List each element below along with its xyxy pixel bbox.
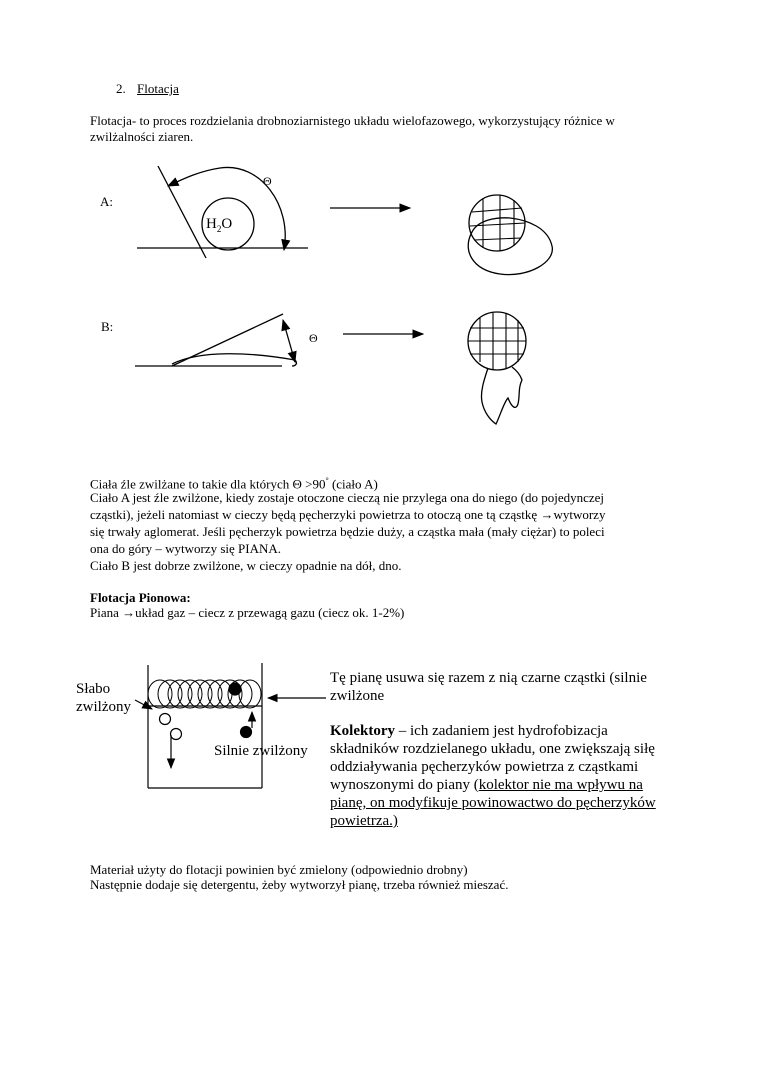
h2o-sub: 2 (216, 224, 222, 234)
footer-line-2: Następnie dodaje się detergentu, żeby wytworzył pianę, trzeba również mieszać. (90, 877, 509, 892)
para1-line-2: Ciało A jest źle zwilżone, kiedy zostaje otoczone cieczą nie przylega ona do niego (do pojedynczej (90, 490, 605, 505)
para1-line-3 (90, 506, 605, 524)
right-line6-underlined: kolektor nie ma wpływu na (478, 777, 643, 793)
right-line-7: pianę, on modyfikuje powinowactwo do pęcherzyków (330, 795, 656, 811)
footer-line-1: Materiał użyty do flotacji powinien być zmielony (odpowiednio drobny) (90, 862, 468, 877)
right-line-5: oddziaływania pęcherzyków powietrza z cząstkami (330, 759, 639, 775)
right-line-6 (330, 775, 643, 795)
liquid-film-b (172, 354, 296, 366)
h2o-h: H (206, 216, 217, 232)
piana-definition: układ gaz – ciecz z przewagą gazu (ciecz ok. 1-2%) (135, 605, 405, 620)
black-particle-rising (241, 727, 252, 738)
label-weak-1: Słabo (76, 681, 111, 697)
label-a: A: (100, 194, 113, 209)
label-weak-2: zwilżony (76, 699, 131, 715)
h2o-o: O (221, 216, 233, 232)
particle-b-grid (468, 313, 526, 369)
right-line-4: składników rozdzielanego układu, one zwiększają siłę (330, 741, 655, 757)
diagram-b (135, 312, 526, 424)
theta-symbol-b: Θ (309, 331, 318, 345)
para1-text: Ciała źle zwilżane to takie dla których (90, 476, 290, 492)
h2o-label (206, 215, 232, 238)
kolektory-def: – ich zadaniem jest hydrofobizacja (395, 723, 608, 739)
diagram-a (137, 166, 552, 275)
right-line-3 (330, 721, 608, 741)
piana-word: Piana (90, 605, 119, 620)
degree-symbol: ° (325, 476, 329, 485)
right-line-1: Tę pianę usuwa się razem z nią czarne cząstki (silnie (330, 670, 647, 686)
theta-inline: Θ (292, 476, 302, 492)
angle-value: >90 (305, 476, 326, 492)
vertical-line (90, 604, 404, 622)
kolektory-term: Kolektory (330, 723, 395, 739)
arrow-inline: → (540, 507, 554, 522)
label-strong: Silnie zwilżony (214, 743, 308, 759)
contact-angle-arrow-b (283, 320, 295, 362)
right-line-8: powietrza.) (330, 813, 398, 829)
section-number: 2. (116, 81, 126, 96)
flotation-vessel (135, 663, 326, 788)
para1-line-6: Ciało B jest dobrze zwilżone, w cieczy opadnie na dół, dno. (90, 558, 402, 573)
para1-line3-text: cząstki), jeżeli natomiast w cieczy będą pęcherzyki powietrza to otoczą one tą cząstkę (90, 507, 538, 522)
theta-symbol-a: Θ (263, 174, 272, 188)
right-line-2: zwilżone (330, 688, 385, 704)
para1-end: (ciało A) (331, 476, 378, 492)
right-line6-plain: wynoszonymi do piany ( (330, 777, 479, 793)
intro-line-2: zwilżalności ziaren. (90, 129, 194, 144)
hanging-liquid-b (481, 367, 522, 424)
label-b: B: (101, 319, 114, 334)
para1-line-5: ona do góry – wytworzy się PIANA. (90, 541, 282, 556)
arrow-inline-2: → (122, 605, 136, 620)
white-particle-2 (171, 729, 182, 740)
intro-line-1: Flotacja- to proces rozdzielania drobnoziarnistego układu wielofazowego, wykorzystujący różnice w (90, 113, 615, 128)
foam-bubbles (148, 680, 261, 708)
para1-line-4: się trwały aglomerat. Jeśli pęcherzyk powietrza będzie duży, a cząstka mała (mały ciężar) to poleci (90, 524, 605, 539)
black-particle-foam (229, 683, 241, 695)
para1-line3-end: wytworzy (553, 507, 606, 522)
vertical-title: Flotacja Pionowa: (90, 590, 191, 605)
section-title: Flotacja (137, 81, 179, 96)
white-particle-1 (160, 714, 171, 725)
